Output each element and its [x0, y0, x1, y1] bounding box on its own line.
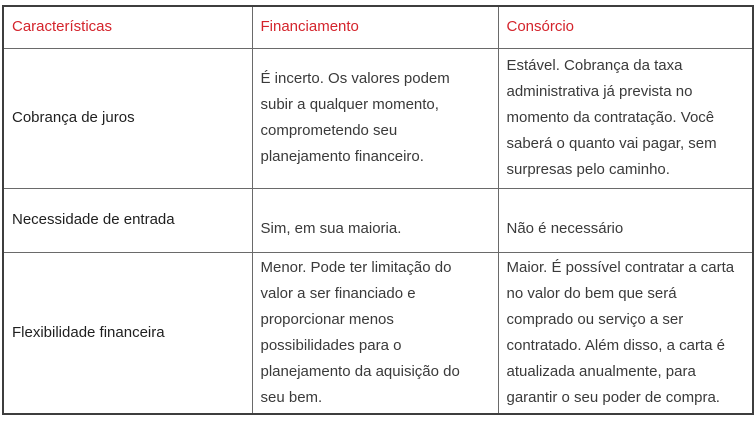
table-header-row — [3, 6, 753, 48]
feature-label: Flexibilidade financeira — [3, 252, 252, 414]
table-row-flexibilidade-financeira — [3, 252, 753, 414]
header-financiamento: Financiamento — [252, 6, 498, 48]
comparison-table — [2, 5, 754, 415]
header-caracteristicas: Características — [3, 6, 252, 48]
table-row-cobranca-de-juros — [3, 48, 753, 188]
financiamento-value: Menor. Pode ter limitação do valor a ser financiado e proporcionar menos possibilidades para o planejamento da aquisição do seu bem. — [252, 252, 498, 414]
table-row-necessidade-de-entrada — [3, 188, 753, 252]
financiamento-value: Sim, em sua maioria. — [252, 188, 498, 252]
header-consorcio: Consórcio — [498, 6, 753, 48]
consorcio-value: Estável. Cobrança da taxa administrativa já prevista no momento da contratação. Você saberá o quanto vai pagar, sem surpresas pelo caminho. — [498, 48, 753, 188]
feature-label: Cobrança de juros — [3, 48, 252, 188]
consorcio-value: Não é necessário — [498, 188, 753, 252]
financiamento-value: É incerto. Os valores podem subir a qualquer momento, comprometendo seu planejamento financeiro. — [252, 48, 498, 188]
consorcio-value: Maior. É possível contratar a carta no valor do bem que será comprado ou serviço a ser contratado. Além disso, a carta é atualizada anualmente, para garantir o seu poder de compra. — [498, 252, 753, 414]
feature-label: Necessidade de entrada — [3, 188, 252, 252]
